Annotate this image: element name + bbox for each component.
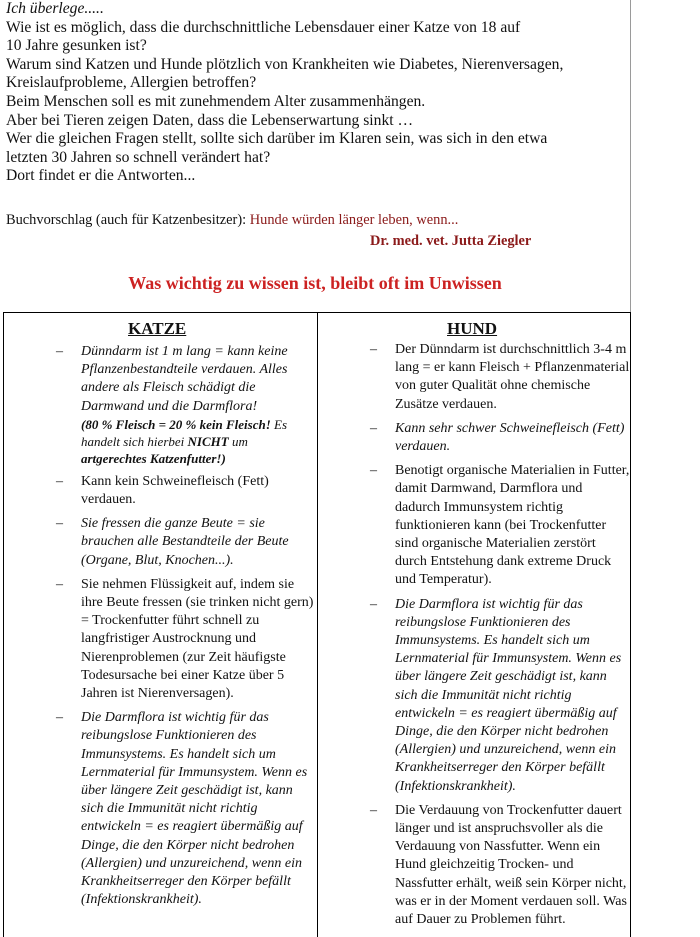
katze-column (4, 313, 318, 937)
intro-line: 10 Jahre gesunken ist? (6, 37, 147, 55)
hund-header: HUND (447, 319, 498, 338)
note-text: um (228, 433, 248, 449)
recommendation-label: Buchvorschlag (auch für Katzenbesitzer): (6, 212, 247, 228)
list-item: – Sie nehmen Flüssigkeit auf, indem sie ihre Beute fressen (sie trinken nicht gern) = Trockenfutter führt schnell zu langfristiger Austrocknung und Nierenproblemen (zur Zeit häufigste Todesursache bei einer Katze über 5 Jahren ist Nierenversagen). (56, 576, 314, 703)
book-title: Hunde würden länger leben, wenn... (249, 212, 459, 228)
intro-line: Aber bei Tieren zeigen Daten, dass die Lebenserwartung sinkt … (6, 111, 414, 129)
note-text: Es handelt sich hierbei (81, 416, 288, 449)
list-item: – Die Darmflora ist wichtig für das reibungslose Funktionieren des Immunsystems. Es handelt sich um Lernmaterial für Immunsystem. Wenn es über längere Zeit geschädigt ist, kann sich die Immunität nicht richtig entwickeln = es reagiert übermäßig auf Dinge, die den Körper nicht bedrohen (Allergien) und unzureichend, wenn ein Krankheitserreger den Körper befällt (Infektionskrankheit). (56, 709, 314, 909)
katze-header: KATZE (128, 319, 187, 338)
intro-line: Warum sind Katzen und Hunde plötzlich von Krankheiten wie Diabetes, Nierenversagen, (6, 55, 564, 73)
list-item: – Die Darmflora ist wichtig für das reibungslose Funktionieren des Immunsystems. Es handelt sich um Lernmaterial für Immunsystem. Wenn es über längere Zeit geschädigt ist, kann sich die Immunität nicht richtig entwickeln = es reagiert übermäßig auf Dinge, die den Körper nicht bedrohen (Allergien) und unzureichend, wenn ein Krankheitserreger den Körper befällt (Infektionskrankheit). (370, 596, 630, 796)
list-item: – Der Dünndarm ist durchschnittlich 3-4 m lang = er kann Fleisch + Pflanzenmaterial von guter Qualität ohne chemische Zusätze verdauen. (370, 341, 630, 414)
intro-line: Beim Menschen soll es mit zunehmendem Alter zusammenhängen. (6, 92, 426, 110)
list-item: – Kann sehr schwer Schweinefleisch (Fett) verdauen. (370, 420, 630, 456)
item-note (81, 416, 314, 467)
hund-list (370, 341, 630, 935)
intro-line: Kreislaufprobleme, Allergien betroffen? (6, 74, 257, 92)
intro-line: Wer die gleichen Fragen stellt, sollte sich darüber im Klaren sein, was sich in den etwa (6, 130, 548, 148)
note-bold: NICHT (187, 433, 229, 449)
comparison-table (3, 312, 631, 937)
intro-line: Dort findet er die Antworten... (6, 167, 196, 185)
list-item: – Die Verdauung von Trockenfutter dauert länger und ist anspruchsvoller als die Verdauung von Nassfutter. Wenn ein Hund gleichzeitig Trocken- und Nassfutter erhält, weiß sein Körper nicht, was er in der Moment verdauen soll. Was auf Dauer zu Problemen führt. (370, 802, 630, 929)
intro-line: Wie ist es möglich, dass die durchschnittliche Lebensdauer einer Katze von 18 auf (6, 18, 521, 36)
intro-line: letzten 30 Jahren so schnell verändert hat? (6, 148, 271, 166)
intro-text (6, 0, 621, 186)
hund-column (318, 313, 631, 937)
intro-line: Ich überlege..... (6, 0, 104, 17)
list-item: – Sie fressen die ganze Beute = sie brauchen alle Bestandteile der Beute (Organe, Blut, Knochen...). (56, 515, 314, 570)
book-author: Dr. med. vet. Jutta Ziegler (370, 233, 532, 249)
note-bold: (80 % Fleisch = 20 % kein Fleisch! (81, 416, 271, 432)
list-item (56, 343, 314, 467)
page-margin-line (630, 0, 631, 312)
list-item: – Kann kein Schweinefleisch (Fett) verdauen. (56, 473, 314, 509)
list-item: – Benotigt organische Materialien in Futter, damit Darmwand, Darmflora und dadurch Immunsystem richtig funktionieren kann (bei Trockenfutter sind organische Materialien zerstört durch Entstehung dank extreme Druck und Temperatur). (370, 462, 630, 589)
item-text: Dünndarm ist 1 m lang = kann keine Pflanzenbestandteile verdauen. Alles andere als Fleisch schädigt die Darmwand und die Darmflora! (81, 344, 288, 414)
note-bold: artgerechtes Katzenfutter!) (81, 450, 226, 466)
book-recommendation (6, 212, 458, 229)
section-heading: Was wichtig zu wissen ist, bleibt oft im Unwissen (128, 273, 502, 293)
katze-list (56, 343, 314, 915)
